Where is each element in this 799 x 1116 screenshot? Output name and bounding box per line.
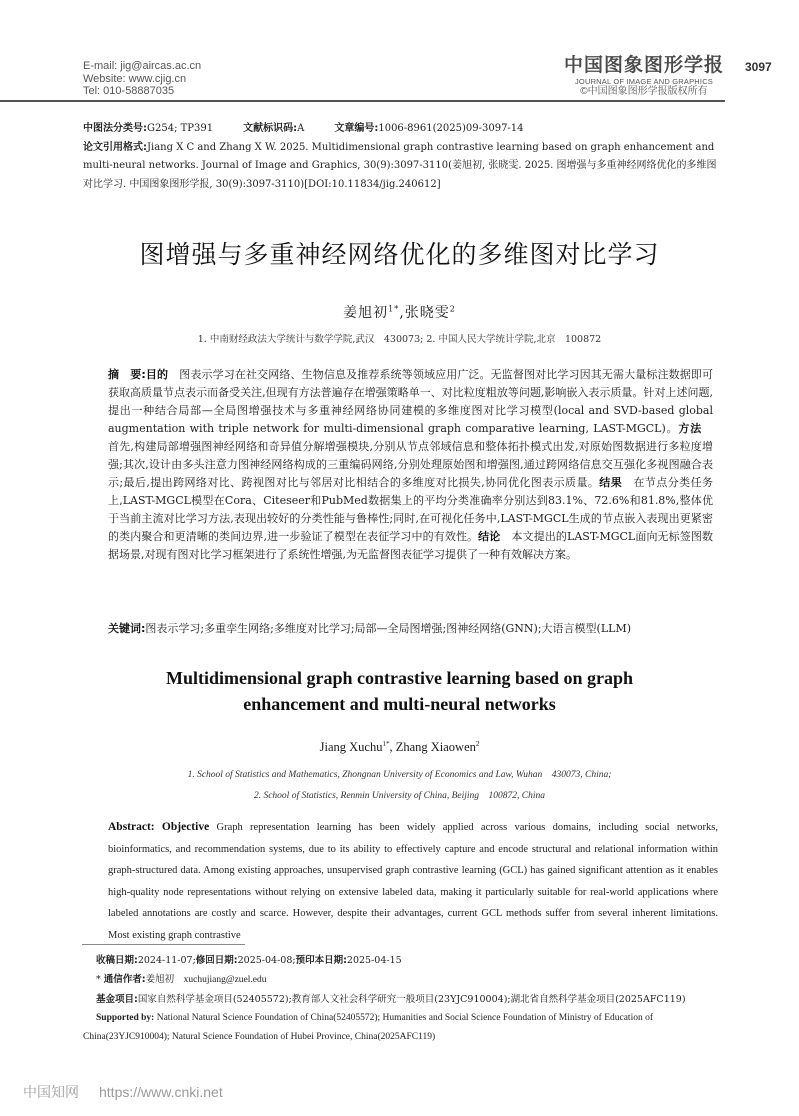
journal-name-cn: 中国图象图形学报 xyxy=(563,55,724,76)
abstract-cn xyxy=(108,366,713,564)
journal-masthead xyxy=(564,55,724,98)
author-1-mark: 1* xyxy=(388,304,400,314)
keywords-text-cn: 图表示学习;多重孪生网络;多维度对比学习;局部—全局图增强;图神经网络(GNN);大语言模型(LLM) xyxy=(145,622,632,635)
dates-line xyxy=(83,951,723,970)
journal-name-en: JOURNAL OF IMAGE AND GRAPHICS xyxy=(574,77,714,86)
preprint-label: 预印本日期: xyxy=(295,955,347,966)
affiliation-en-1: 1. School of Statistics and Mathematics, Zhongnan University of Economics and Law, Wuhan 430073, China; xyxy=(187,770,612,780)
doc-code-label: 文献标识码: xyxy=(243,123,298,134)
supported-label: Supported by: xyxy=(96,1013,155,1023)
author-1-mark-en: 1* xyxy=(382,740,390,748)
contact-website: Website: www.cjig.cn xyxy=(83,72,187,85)
corresponding-email[interactable]: xuchujiang@zuel.edu xyxy=(183,975,267,985)
affiliations-en xyxy=(0,765,799,807)
preprint-date: 2025-04-15 xyxy=(346,955,402,966)
revised-label: 修回日期: xyxy=(195,955,238,966)
cnki-footer xyxy=(23,1082,223,1102)
cnki-name: 中国知网 xyxy=(23,1084,79,1100)
corresponding-label: 通信作者: xyxy=(103,974,146,985)
supported-text: National Natural Science Foundation of China(52405572); Humanities and Social Science Foundation of Ministry of Education of China(23YJC910004); Natural Science Foundation of Hubei Province, China(2025AFC119) xyxy=(83,1013,653,1042)
citation-label: 论文引用格式: xyxy=(83,141,147,153)
doc-code-value: A xyxy=(297,123,305,134)
classification-line xyxy=(83,120,723,139)
article-no-value: 1006-8961(2025)09-3097-14 xyxy=(378,123,524,134)
authors-en xyxy=(0,740,799,755)
footnote-divider xyxy=(82,944,245,945)
revised-date: 2025-04-08; xyxy=(237,955,296,966)
abstract-en xyxy=(108,817,718,946)
author-1-en: Jiang Xuchu xyxy=(319,740,383,755)
journal-copyright: ©中国图象图形学报版权所有 xyxy=(580,86,708,97)
supported-by-line xyxy=(83,1009,723,1047)
citation-format xyxy=(83,139,723,195)
keywords-label-cn: 关键词: xyxy=(108,622,146,635)
cnki-url[interactable]: https://www.cnki.net xyxy=(99,1084,223,1100)
author-separator-en: , xyxy=(389,740,396,755)
method-label-cn: 方法 xyxy=(678,422,703,435)
abstract-label-en: Abstract: xyxy=(108,821,155,833)
conclusion-label-cn: 结论 xyxy=(478,530,501,543)
method-text-cn: 首先,构建局部增强图神经网络和奇异值分解增强模块,分别从节点邻域信息和整体拓扑模式出发,对原始图数据进行多粒度增强;其次,设计由多头注意力图神经网络构成的三重编码网络,分别处理原始图和增强图,通过跨网络信息交互强化多视图融合表示;最后,提出跨网络对比、跨视图对比与邻居对比相结合的多维度对比损失,协同优化图表示质量。 xyxy=(108,440,713,489)
abstract-label-cn: 摘 要: xyxy=(108,368,146,381)
keywords-cn xyxy=(108,620,718,638)
objective-label-cn: 目的 xyxy=(145,368,169,381)
title-en xyxy=(0,665,799,717)
contact-tel: Tel: 010-58887035 xyxy=(83,85,175,97)
journal-contact xyxy=(83,60,201,98)
header-divider xyxy=(0,100,725,102)
title-cn: 图增强与多重神经网络优化的多维图对比学习 xyxy=(139,240,660,269)
objective-label-en: Objective xyxy=(161,821,210,833)
clc-label: 中图法分类号: xyxy=(83,123,147,134)
article-metadata xyxy=(83,120,723,194)
result-text-cn: 在节点分类任务上,LAST-MGCL模型在Cora、Citeseer和PubMed数据集上的平均分类准确率分别达到83.1%、72.6%和81.8%,整体优于当前主流对比学习方法,表现出较好的分类性能与鲁棒性;同时,在可视化任务中,LAST-MGCL生成的节点嵌入表现出更紧密的类内聚合和更清晰的类间边界,进一步验证了模型在表征学习中的有效性。 xyxy=(108,476,713,543)
conclusion-text-cn: 本文提出的LAST-MGCL面向无标签图数据场景,对现有图对比学习框架进行了系统性增强,为无监督图表征学习提供了一种有效解决方案。 xyxy=(108,530,713,561)
author-2-mark-en: 2 xyxy=(475,740,480,748)
article-no-label: 文章编号: xyxy=(334,123,379,134)
fund-line xyxy=(83,990,723,1009)
corresponding-name: 姜旭初 xyxy=(145,974,175,985)
page-number: 3097 xyxy=(745,60,772,74)
result-label-cn: 结果 xyxy=(599,476,623,489)
received-label: 收稿日期: xyxy=(96,955,138,966)
author-1-cn: 姜旭初 xyxy=(343,305,389,321)
footnote xyxy=(83,951,723,1047)
clc-value: G254; TP391 xyxy=(147,123,214,134)
author-separator: , xyxy=(399,305,405,321)
contact-email: E-mail: jig@aircas.ac.cn xyxy=(83,60,202,72)
citation-text: Jiang X C and Zhang X W. 2025. Multidimensional graph contrastive learning based on graph enhancement and multi-neural networks. Journal of Image and Graphics, 30(9):3097-3110(姜旭初, 张晓雯. 2025. 图增强与多重神经网络优化的多维图对比学习. 中国图象图形学报, 30(9):3097-3110)[DOI:10.11834/jig.240612] xyxy=(83,141,717,190)
objective-text-cn: 图表示学习在社交网络、生物信息及推荐系统等领域应用广泛。无监督图对比学习因其无需大量标注数据即可获取高质量节点表示而备受关注,但现有方法普遍存在增强策略单一、对比粒度粗放等问题,影响嵌入表示质量。针对上述问题,提出一种结合局部—全局图增强技术与多重神经网络协同建模的多维度图对比学习模型(local and SVD-based global augmentation with triple network for multi-dimensional graph comparative learning, LAST-MGCL)。 xyxy=(108,368,713,435)
author-2-mark: 2 xyxy=(449,304,456,314)
title-en-line-2: enhancement and multi-neural networks xyxy=(243,694,556,714)
author-2-cn: 张晓雯 xyxy=(404,305,450,321)
fund-label: 基金项目: xyxy=(96,994,138,1005)
corresponding-line xyxy=(83,970,723,990)
affiliations-cn: 1. 中南财经政法大学统计与数学学院,武汉 430073; 2. 中国人民大学统计学院,北京 100872 xyxy=(197,334,602,345)
author-2-en: Zhang Xiaowen xyxy=(395,740,476,755)
received-date: 2024-11-07; xyxy=(137,955,196,966)
affiliation-en-2: 2. School of Statistics, Renmin University of China, Beijing 100872, China xyxy=(253,791,546,801)
fund-text: 国家自然科学基金项目(52405572);教育部人文社会科学研究一般项目(23YJC910004);湖北省自然科学基金项目(2025AFC119) xyxy=(137,994,686,1005)
abstract-text-en: Graph representation learning has been widely applied across various domains, including social networks, bioinformatics, and recommendation systems, due to its ability to effectively capture and encode structural and relational information within graph-structured data. Among existing approaches, unsupervised graph contrastive learning (GCL) has gained significant attention as it enables high-quality node representations without relying on extensive labeled data, making it particularly suitable for real-world applications where labeled annotations are costly and scarce. However, despite their advantages, current GCL methods suffer from several inherent limitations. Most existing graph contrastive xyxy=(108,822,719,941)
title-en-line-1: Multidimensional graph contrastive learning based on graph xyxy=(165,668,634,688)
corresponding-mark: * xyxy=(96,974,101,985)
authors-cn xyxy=(0,302,799,322)
